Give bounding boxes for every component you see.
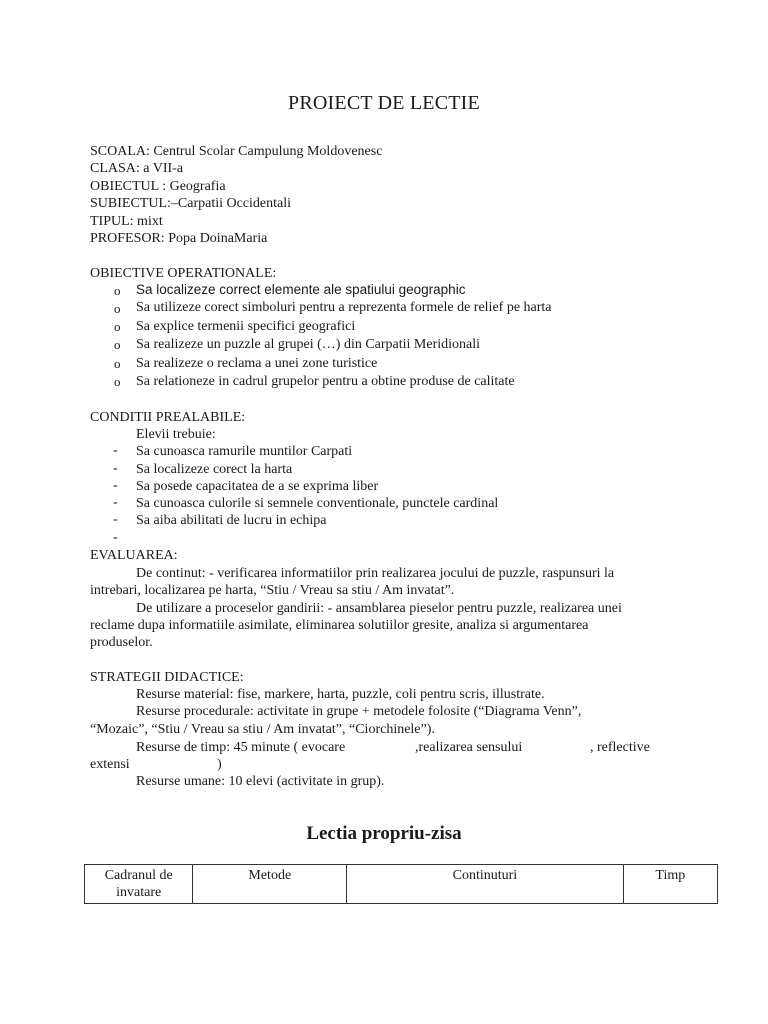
profesor-line: PROFESOR: Popa DoinaMaria: [90, 231, 268, 246]
obiectiv-item: Sa explice termenii specifici geografici: [136, 319, 356, 334]
resurse-umane: Resurse umane: 10 elevi (activitate in grup).: [136, 774, 385, 789]
list-dash: -: [113, 443, 118, 458]
table-header-row: [85, 865, 718, 904]
resurse-procedurale: Resurse procedurale: activitate in grupe + metodele folosite (“Diagrama Venn”,: [136, 704, 582, 719]
column-header-metode: Metode: [193, 865, 347, 904]
list-bullet: o: [114, 356, 121, 371]
lectia-table: [84, 864, 718, 904]
list-dash: -: [113, 478, 118, 493]
list-bullet: o: [114, 283, 121, 298]
column-header-timp: Timp: [623, 865, 717, 904]
obiectiv-item: Sa localizeze correct elemente ale spatiului geographic: [136, 282, 466, 297]
conditie-item: Sa aiba abilitati de lucru in echipa: [136, 513, 327, 528]
strategii-heading: STRATEGII DIDACTICE:: [90, 670, 244, 685]
resurse-timp: Resurse de timp: 45 minute ( evocare: [136, 740, 346, 755]
evaluarea-heading: EVALUAREA:: [90, 548, 178, 563]
clasa-line: CLASA: a VII-a: [90, 161, 184, 176]
resurse-timp-close: ): [217, 757, 222, 772]
obiectiv-item: Sa realizeze un puzzle al grupei (…) din Carpatii Meridionali: [136, 337, 481, 352]
list-dash: -: [113, 512, 118, 527]
obiectiv-item: Sa realizeze o reclama a unei zone turistice: [136, 356, 378, 371]
lectia-title: Lectia propriu-zisa: [306, 823, 462, 844]
scoala-line: SCOALA: Centrul Scolar Campulung Moldovenesc: [90, 144, 383, 159]
list-dash: -: [113, 530, 118, 545]
conditie-item: Sa localizeze corect la harta: [136, 462, 293, 477]
column-header-cadranul: Cadranul de invatare: [85, 865, 193, 904]
conditii-heading: CONDITII PREALABILE:: [90, 410, 246, 425]
list-bullet: o: [114, 319, 121, 334]
resurse-timp-reflectie: , reflective: [590, 740, 650, 755]
obiectul-line: OBIECTUL : Geografia: [90, 179, 226, 194]
obiectiv-item: Sa utilizeze corect simboluri pentru a reprezenta formele de relief pe harta: [136, 300, 552, 315]
evaluarea-line: produselor.: [90, 635, 153, 650]
list-bullet: o: [114, 301, 121, 316]
list-bullet: o: [114, 374, 121, 389]
tipul-line: TIPUL: mixt: [90, 214, 163, 229]
list-dash: -: [113, 495, 118, 510]
page-title: PROIECT DE LECTIE: [288, 92, 480, 114]
conditie-item: Sa cunoasca ramurile muntilor Carpati: [136, 444, 353, 459]
conditii-intro: Elevii trebuie:: [136, 427, 216, 442]
subiectul-line: SUBIECTUL:–Carpatii Occidentali: [90, 196, 292, 211]
resurse-material: Resurse material: fise, markere, harta, puzzle, coli pentru scris, illustrate.: [136, 687, 545, 702]
conditie-item: Sa cunoasca culorile si semnele conventionale, punctele cardinal: [136, 496, 499, 511]
evaluarea-line: intrebari, localizarea pe harta, “Stiu / Vreau sa stiu / Am invatat”.: [90, 583, 455, 598]
evaluarea-line: De continut: - verificarea informatiilor prin realizarea jocului de puzzle, raspunsuri la: [136, 566, 615, 581]
list-bullet: o: [114, 337, 121, 352]
obiective-heading: OBIECTIVE OPERATIONALE:: [90, 266, 277, 281]
evaluarea-line: reclame dupa informatiile asimilate, eliminarea solutiilor gresite, analiza si argumentarea: [90, 618, 589, 633]
list-dash: -: [113, 461, 118, 476]
evaluarea-line: De utilizare a proceselor gandirii: - ansamblarea pieselor pentru puzzle, realizarea unei: [136, 601, 622, 616]
conditie-item: Sa posede capacitatea de a se exprima liber: [136, 479, 379, 494]
column-header-continuturi: Continuturi: [347, 865, 624, 904]
resurse-procedurale-cont: “Mozaic”, “Stiu / Vreau sa stiu / Am invatat”, “Ciorchinele”).: [90, 722, 435, 737]
resurse-timp-extensie: extensi: [90, 757, 130, 772]
obiectiv-item: Sa relationeze in cadrul grupelor pentru a obtine produse de calitate: [136, 374, 515, 389]
resurse-timp-sens: ,realizarea sensului: [415, 740, 523, 755]
